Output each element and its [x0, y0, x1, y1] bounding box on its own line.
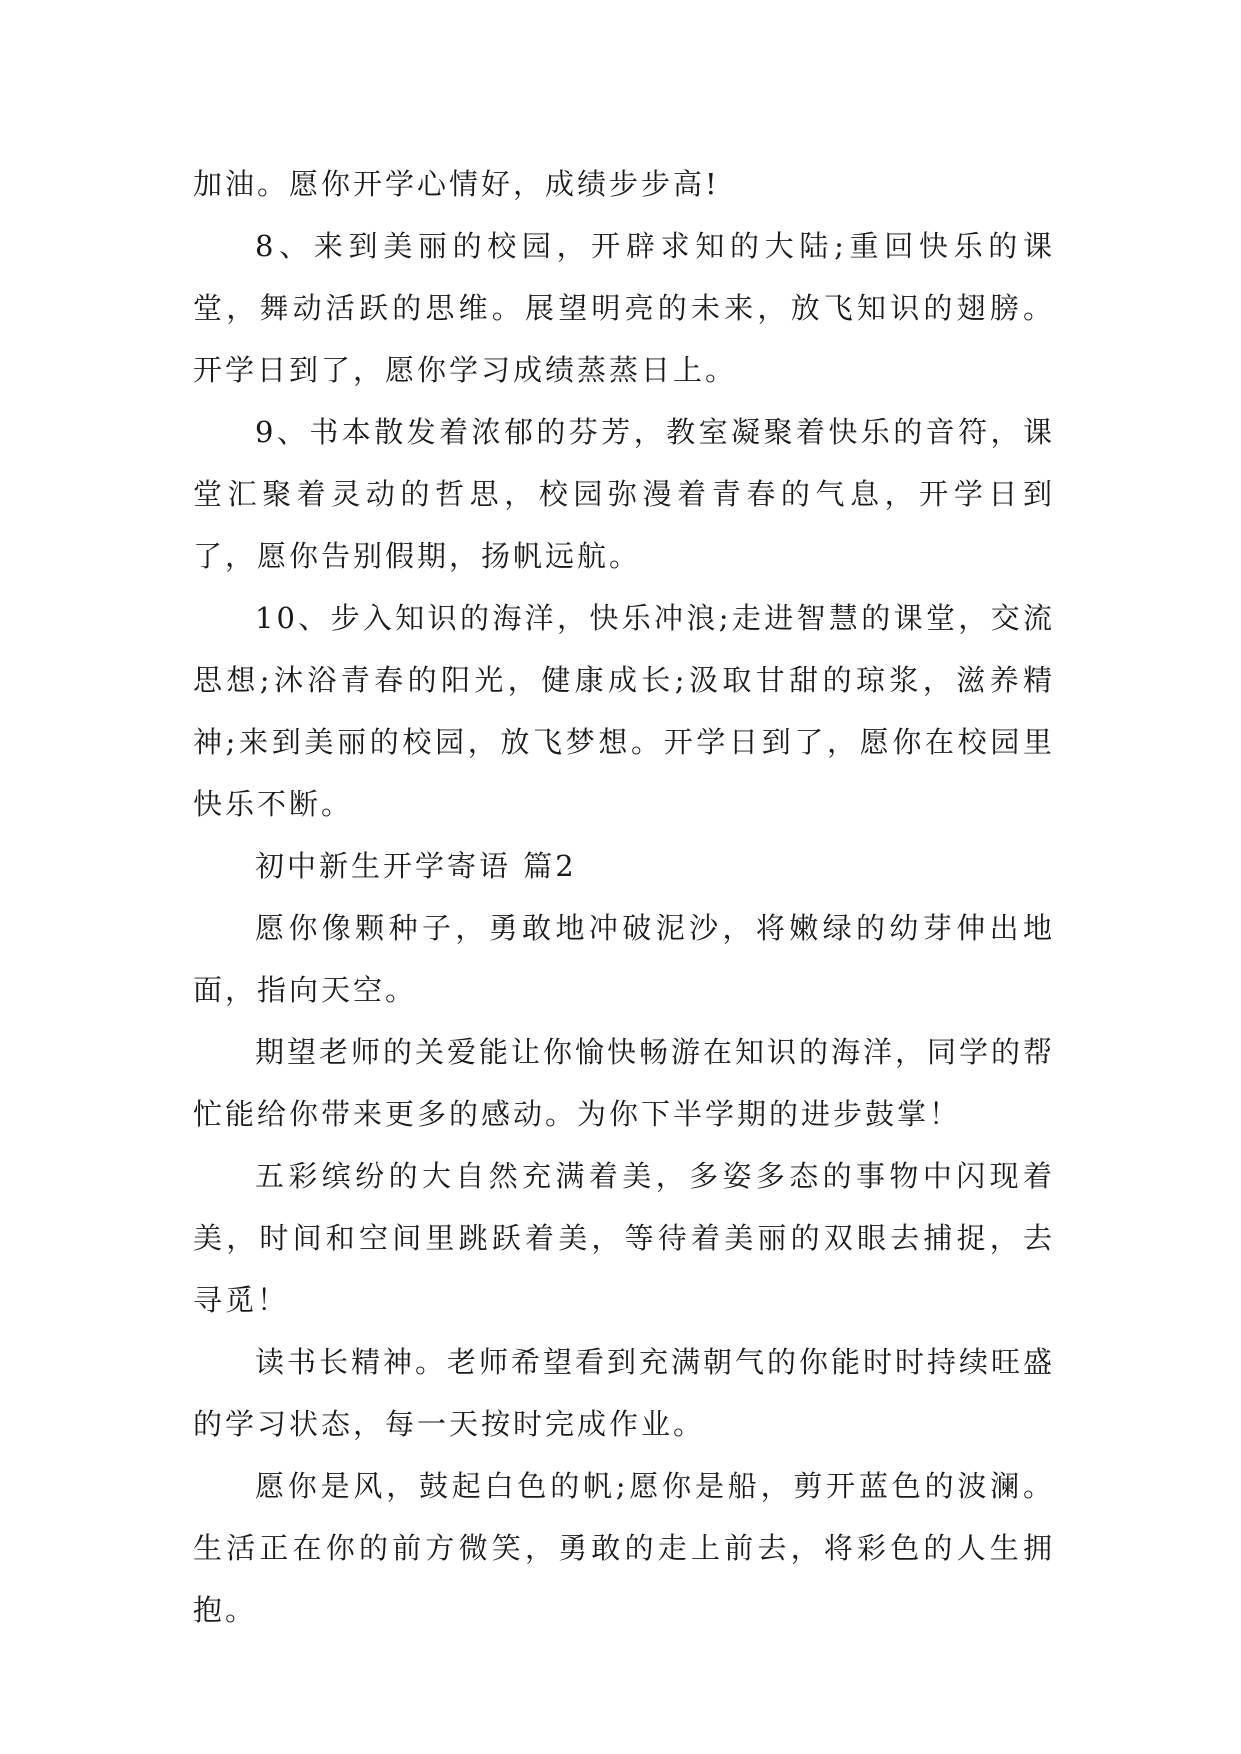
paragraph: 期望老师的关爱能让你愉快畅游在知识的海洋，同学的帮忙能给你带来更多的感动。为你下半学期的进步鼓掌！: [193, 1035, 1056, 1131]
section-heading: 初中新生开学寄语 篇2: [255, 849, 577, 883]
paragraph: 五彩缤纷的大自然充满着美，多姿多态的事物中闪现着美，时间和空间里跳跃着美，等待着美丽的双眼去捕捉，去寻觅！: [193, 1159, 1055, 1317]
paragraph-item-10: 10、步入知识的海洋，快乐冲浪;走进智慧的课堂，交流思想;沐浴青春的阳光，健康成长;汲取甘甜的琼浆，滋养精神;来到美丽的校园，放飞梦想。开学日到了，愿你在校园里快乐不断。: [193, 601, 1055, 821]
paragraph-item-9: 9、书本散发着浓郁的芬芳，教室凝聚着快乐的音符，课堂汇聚着灵动的哲思，校园弥漫着青春的气息，开学日到了，愿你告别假期，扬帆远航。: [193, 415, 1055, 573]
paragraph-continuation: 加油。愿你开学心情好，成绩步步高!: [193, 167, 720, 201]
paragraph: 愿你是风，鼓起白色的帆;愿你是船，剪开蓝色的波澜。生活正在你的前方微笑，勇敢的走上前去，将彩色的人生拥抱。: [193, 1469, 1055, 1627]
paragraph-item-8: 8、来到美丽的校园，开辟求知的大陆;重回快乐的课堂，舞动活跃的思维。展望明亮的未来，放飞知识的翅膀。开学日到了，愿你学习成绩蒸蒸日上。: [193, 229, 1055, 387]
paragraph: 读书长精神。老师希望看到充满朝气的你能时时持续旺盛的学习状态，每一天按时完成作业。: [193, 1345, 1056, 1441]
document-body: [193, 153, 1055, 1641]
paragraph: 愿你像颗种子，勇敢地冲破泥沙，将嫩绿的幼芽伸出地面，指向天空。: [193, 911, 1055, 1007]
